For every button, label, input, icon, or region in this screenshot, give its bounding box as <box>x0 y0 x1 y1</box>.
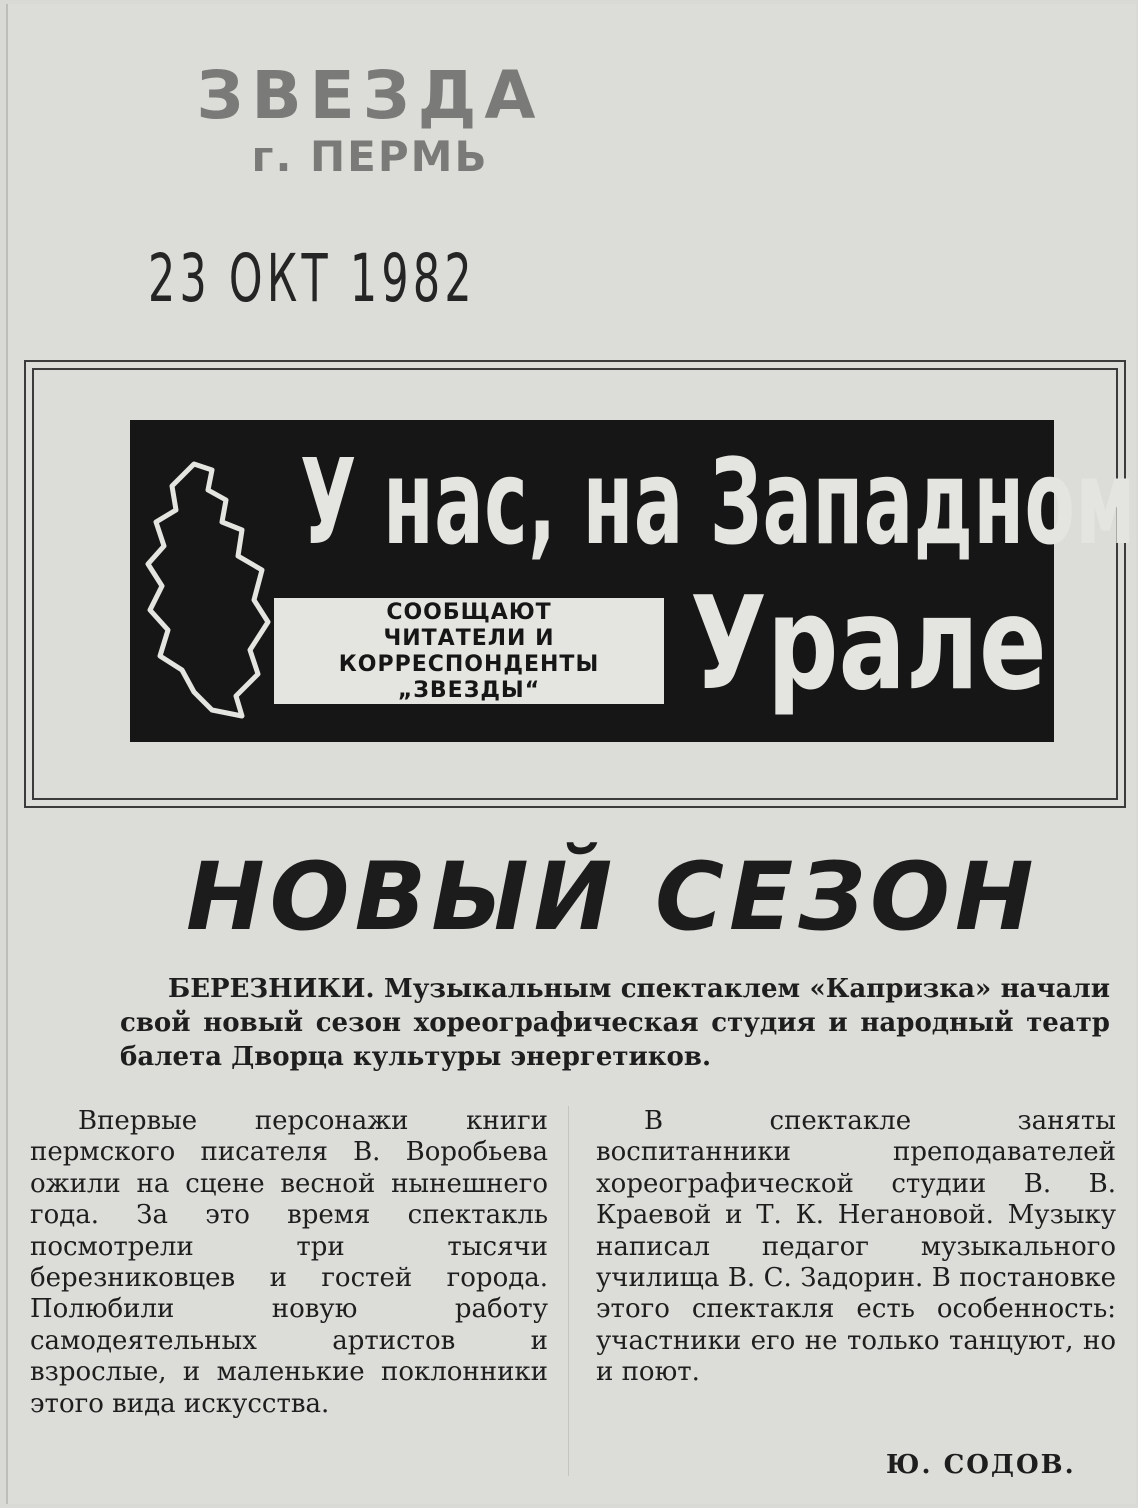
banner-subtitle-line: ЧИТАТЕЛИ И <box>383 626 555 651</box>
perm-region-map-icon <box>142 460 272 720</box>
article-headline: НОВЫЙ СЕЗОН <box>186 843 1039 952</box>
banner-title-line2: Урале <box>690 570 1047 719</box>
date-stamp: 23 ОКТ 1982 <box>148 240 476 317</box>
banner-subtitle-line: СООБЩАЮТ <box>386 600 552 625</box>
article-column-2: В спектакле заняты воспитанники преподавателей хореографической студии В. В. Краевой и Т. К. Негановой. Музыку написал педагог музыкального училища В. С. Задорин. В постановке этого спектакля есть особенность: участники его не только танцуют, но и поют. <box>596 1106 1116 1388</box>
article-signature: Ю. СОДОВ. <box>886 1450 1076 1480</box>
article-column-1: Впервые персонажи книги пермского писателя В. Воробьева ожили на сцене весной нынешнего года. За это время спектакль посмотрели три тысячи березниковцев и гостей города. Полюбили новую работу самодеятельных артистов и взрослые, и маленькие поклонники этого вида искусства. <box>30 1106 548 1419</box>
banner-subtitle-line: „ЗВЕЗДЫ“ <box>397 678 541 703</box>
section-banner <box>130 420 1136 742</box>
stamp-newspaper-name: ЗВЕЗДА <box>196 57 544 134</box>
stamp-city: г. ПЕРМЬ <box>251 132 489 181</box>
column-divider <box>568 1106 569 1476</box>
banner-subtitle-box <box>274 598 664 704</box>
newspaper-stamp <box>190 57 550 182</box>
article-lead: БЕРЕЗНИКИ. Музыкальным спектаклем «Капризка» начали свой новый сезон хореографическая студия и народный театр балета Дворца культуры энергетиков. <box>120 974 1110 1072</box>
banner-subtitle-line: КОРРЕСПОНДЕНТЫ <box>338 652 600 677</box>
banner-title-line1: У нас, на Западном <box>300 433 1136 571</box>
